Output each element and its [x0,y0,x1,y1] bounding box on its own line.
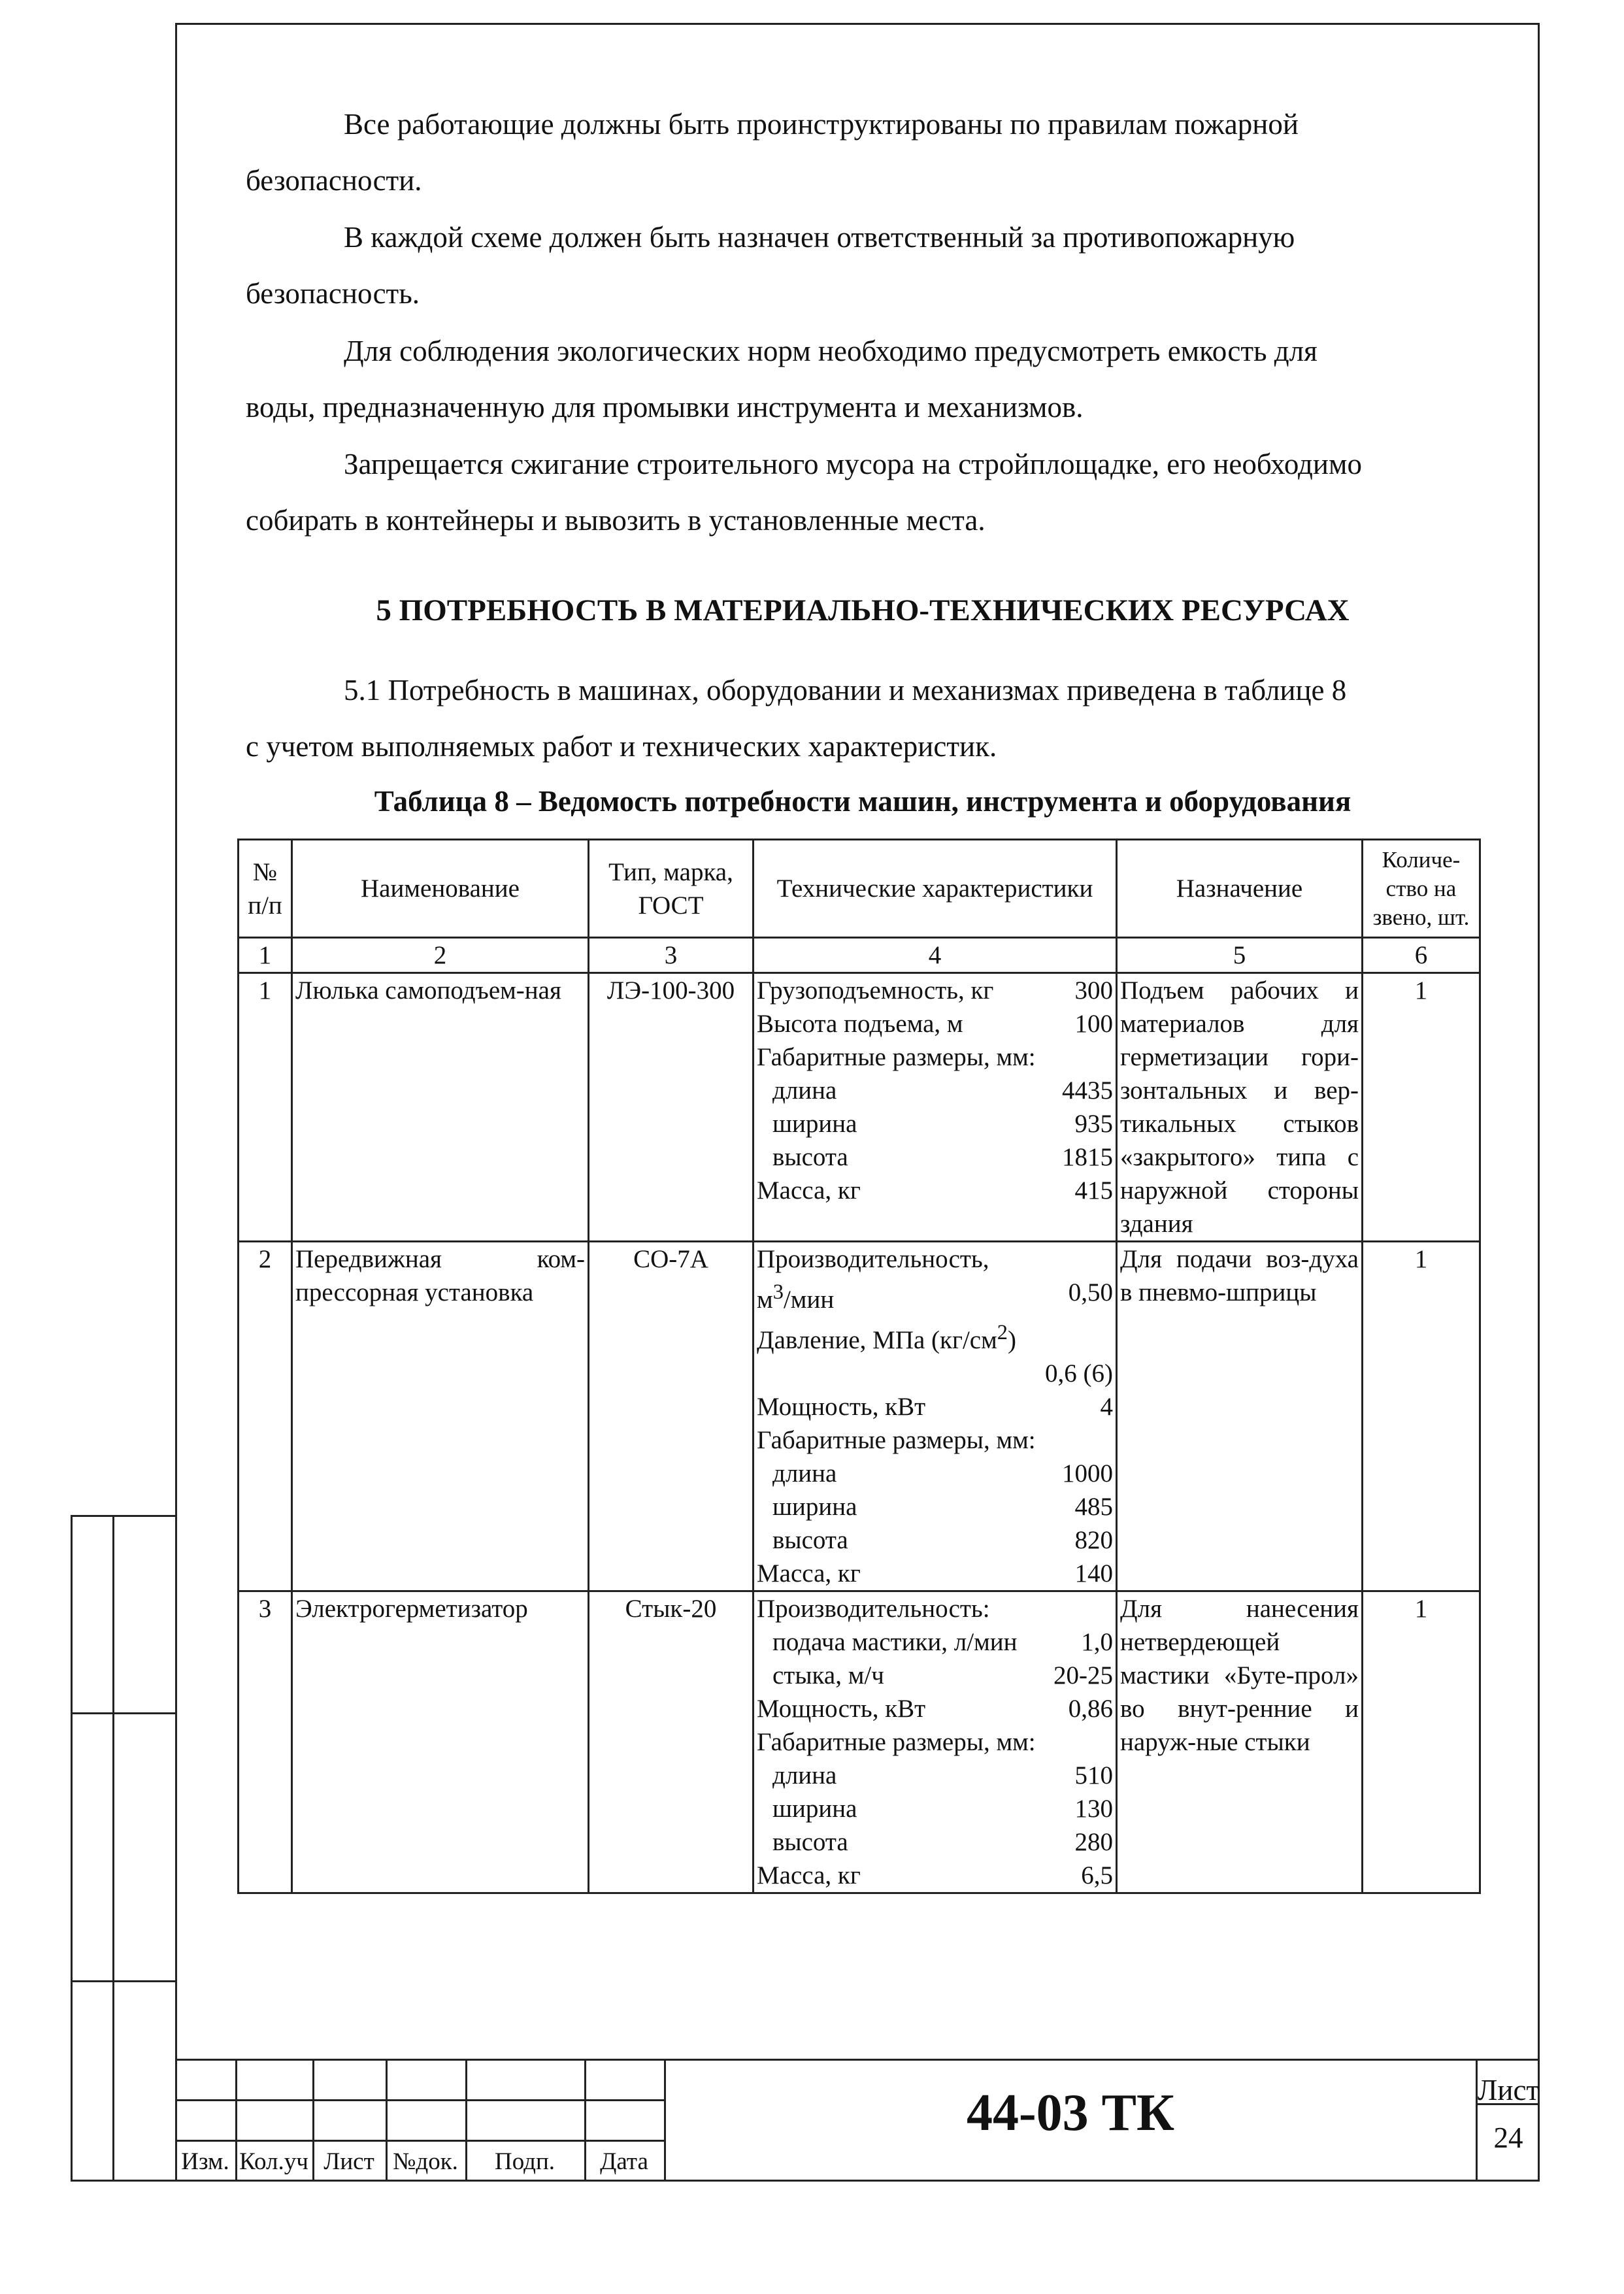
col-number: 4 [754,938,1117,973]
sheet-number: 24 [1493,2121,1523,2154]
left-margin-divider [112,1712,177,1714]
left-margin-divider [71,1980,177,1982]
row-num: 2 [239,1242,292,1591]
title-block-line [175,2099,664,2101]
header-num: № п/п [239,840,292,938]
row-type: ЛЭ-100-300 [589,973,754,1242]
title-label-ndok: №док. [393,2148,458,2175]
row-num: 3 [239,1591,292,1893]
header-type: Тип, марка, ГОСТ [589,840,754,938]
table-row [239,1591,1480,1893]
row-qty: 1 [1363,973,1480,1242]
row-num: 1 [239,973,292,1242]
row-purpose: Для нанесения нетвердеющей мастики «Буте-прол» во внут-ренние и наруж-ные стыки [1117,1591,1363,1893]
document-code: 44-03 ТК [966,2084,1174,2142]
title-label-data: Дата [600,2148,648,2175]
left-margin-divider [112,1515,114,2182]
row-type: Стык-20 [589,1591,754,1893]
col-number: 6 [1363,938,1480,973]
row-name: Люлька самоподъем-ная [292,973,589,1242]
row-specs: Производительность: подача мастики, л/мин 1,0 стыка, м/ч 20-25 Мощность, кВт 0,86 Габаритные размеры, мм: длина 510 ширина 130 высота 280 Масса, кг 6,5 [754,1591,1117,1893]
equipment-table [237,839,1481,1894]
left-margin-box [71,1515,177,2182]
row-purpose: Для подачи воз-духа в пневмо-шприцы [1117,1242,1363,1591]
title-block-line [175,2140,664,2142]
left-margin-divider [71,1712,112,1714]
col-number: 3 [589,938,754,973]
title-label-kol: Кол.уч [239,2148,308,2175]
table-row [239,973,1480,1242]
header-qty: Количе-ство на звено, шт. [1363,840,1480,938]
title-label-list: Лист [323,2148,374,2175]
paragraph-responsible: В каждой схеме должен быть назначен ответственный за противопожарную безопасность. [246,221,1295,310]
header-purpose: Назначение [1117,840,1363,938]
row-name: Передвижная ком-прессорная установка [292,1242,589,1591]
title-label-izm: Изм. [181,2148,229,2175]
row-specs: Производительность, $м^3$/мин 0,50 Давление, МПа $(кг/см^2)$ 0,6 (6) Мощность, кВт 4 Габаритные размеры, мм: длина 1000 ширина 485 высота 820 Масса, кг 140 [754,1242,1117,1591]
row-qty: 1 [1363,1591,1480,1893]
header-name: Наименование [292,840,589,938]
paragraph-fire-safety: Все работающие должны быть проинструктированы по правилам пожарной безопасности. [246,108,1299,197]
title-label-podp: Подп. [494,2148,555,2175]
header-specs: Технические характеристики [754,840,1117,938]
row-qty: 1 [1363,1242,1480,1591]
column-number-row [239,938,1480,973]
row-specs: Грузоподъемность, кг 300 Высота подъема, м 100 Габаритные размеры, мм: длина 4435 ширина 935 высота 1815 Масса, кг 415 [754,973,1117,1242]
row-name: Электрогерметизатор [292,1591,589,1893]
table-header-row [239,840,1480,938]
col-number: 1 [239,938,292,973]
paragraph-waste: Запрещается сжигание строительного мусора на стройплощадке, его необходимо собирать в контейнеры и вывозить в установленные места. [246,448,1362,537]
col-number: 5 [1117,938,1363,973]
paragraph-ecology: Для соблюдения экологических норм необходимо предусмотреть емкость для воды, предназначенную для промывки инструмента и механизмов. [246,335,1317,424]
paragraph-section-intro: 5.1 Потребность в машинах, оборудовании и механизмах приведена в таблице 8 с учетом выполняемых работ и технических характеристик. [246,674,1347,763]
col-number: 2 [292,938,589,973]
title-block-top-line [175,2059,1540,2061]
table-caption: Таблица 8 – Ведомость потребности машин, инструмента и оборудования [374,785,1351,818]
sheet-label: Лист [1477,2074,1540,2106]
table-row [239,1242,1480,1591]
section-heading: 5 ПОТРЕБНОСТЬ В МАТЕРИАЛЬНО-ТЕХНИЧЕСКИХ РЕСУРСАХ [376,593,1350,627]
row-type: СО-7А [589,1242,754,1591]
row-purpose: Подъем рабочих и материалов для герметизации гори-зонтальных и вер-тикальных стыков «закрытого» типа с наружной стороны здания [1117,973,1363,1242]
